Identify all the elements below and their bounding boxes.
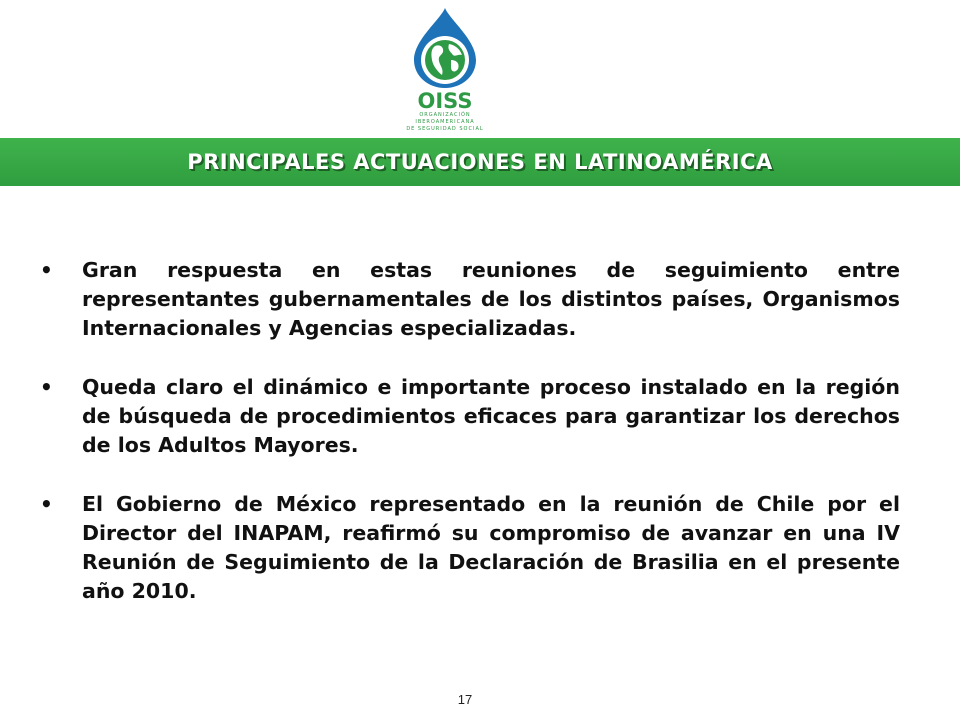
bullet-text: El Gobierno de México representado en la reunión de Chile por el Director del INAPAM, reafirmó su compromiso de avanzar en una IV Reunión de Seguimiento de la Declaración de Brasilia en el presente año 2010. (82, 492, 900, 603)
bullet-item (38, 490, 900, 606)
bullet-item (38, 256, 900, 343)
logo-subtitle-line: IBEROAMERICANA (415, 119, 475, 125)
oiss-logo (400, 6, 490, 134)
bullet-text: Gran respuesta en estas reuniones de seguimiento entre representantes gubernamentales de los distintos países, Organismos Internacionales y Agencias especializadas. (82, 258, 900, 340)
logo-subtitle-line: ORGANIZACIÓN (419, 112, 471, 118)
logo-title: OISS (417, 89, 473, 113)
oiss-drop-globe-icon (400, 6, 490, 90)
bullet-list (38, 256, 900, 636)
bullet-dot: • (40, 375, 53, 399)
page-number: 17 (457, 692, 473, 707)
title-banner (0, 138, 960, 186)
bullet-text: Queda claro el dinámico e importante proceso instalado en la región de búsqueda de procedimientos eficaces para garantizar los derechos de los Adultos Mayores. (82, 375, 900, 457)
logo-subtitle-line: DE SEGURIDAD SOCIAL (406, 126, 484, 132)
bullet-item (38, 373, 900, 460)
bullet-dot: • (40, 492, 53, 516)
slide-title: PRINCIPALES ACTUACIONES EN LATINOAMÉRICA (187, 150, 773, 174)
bullet-dot: • (40, 258, 53, 282)
